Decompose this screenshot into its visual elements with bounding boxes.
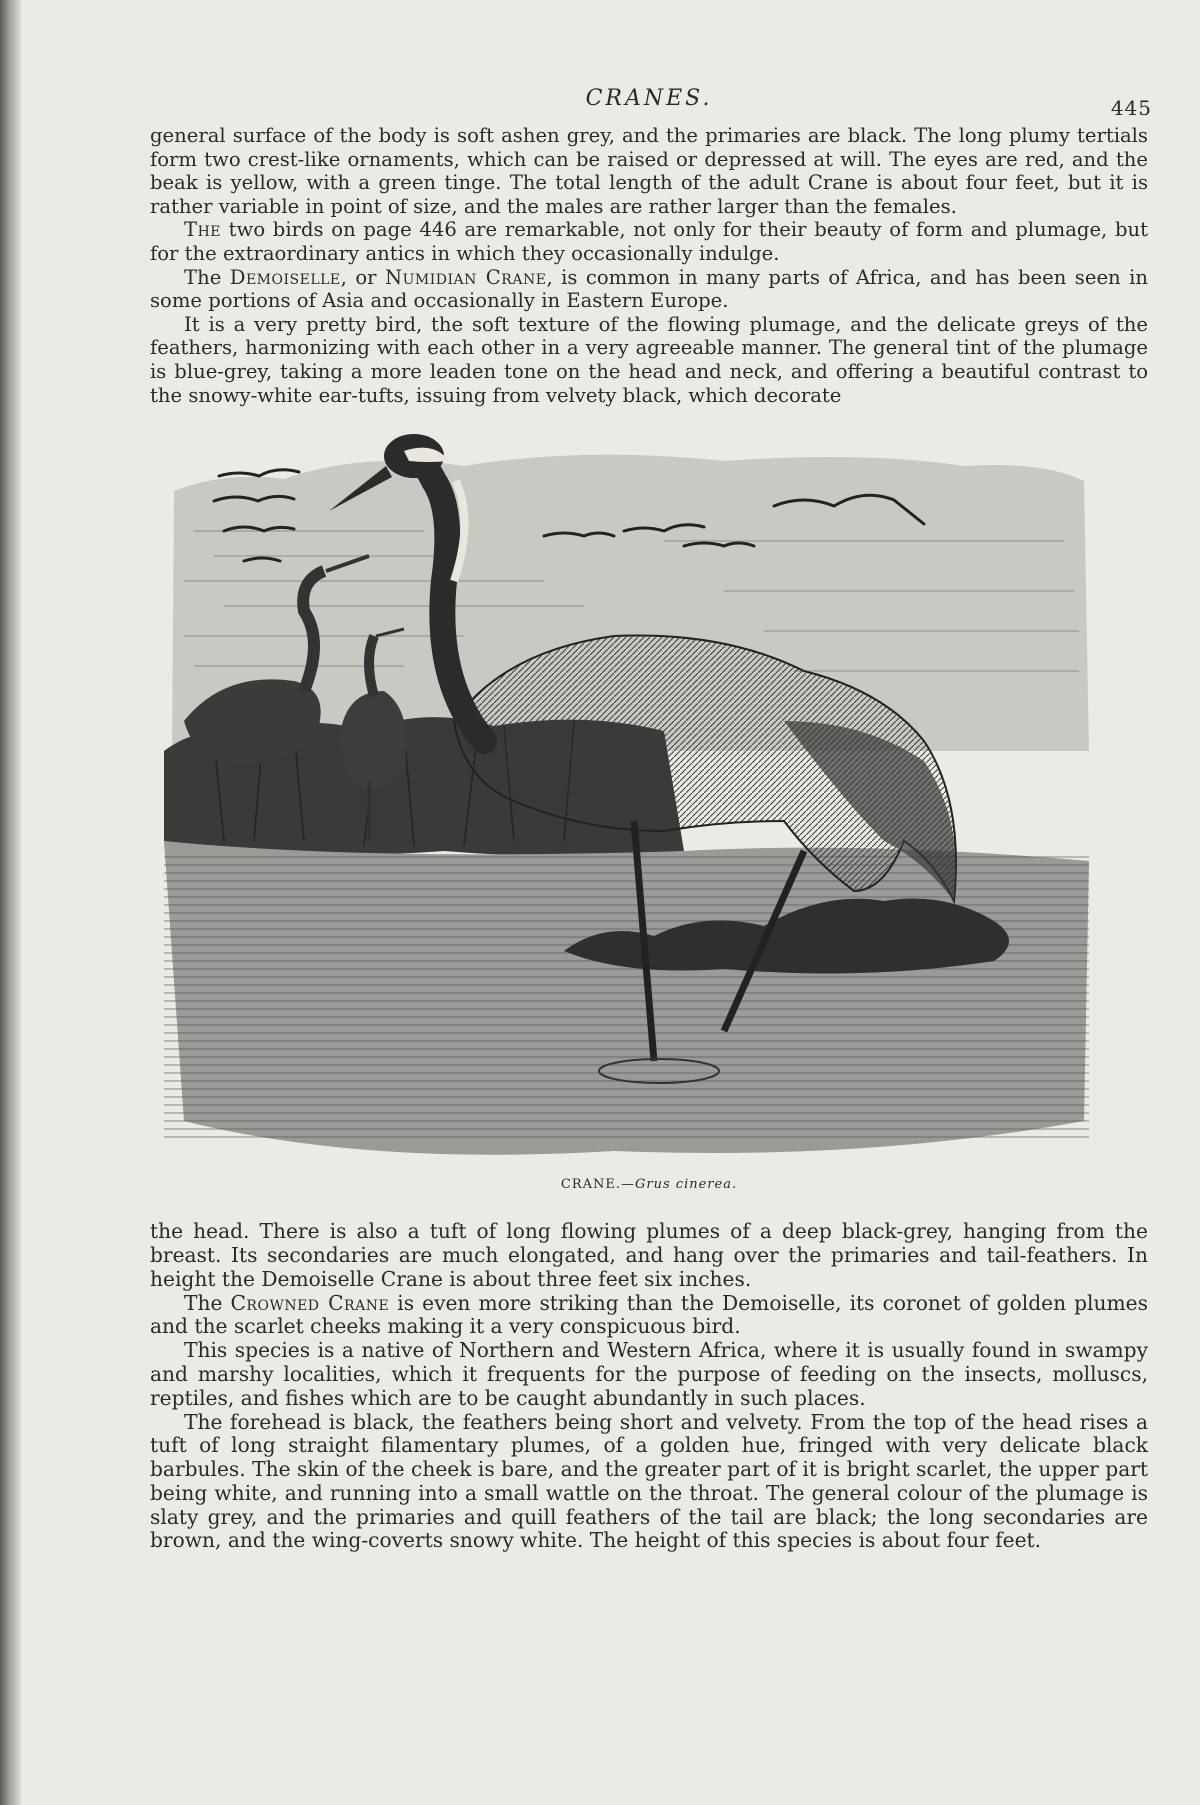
crowned-crane-name: Crowned Crane (230, 1290, 390, 1315)
paragraph-4: It is a very pretty bird, the soft texture of the flowing plumage, and the delicate greys of the feathers, harmonizing with each other in a very agreeable manner. The general tint of the plumage is blue-grey, taking a more leaden tone on the head and neck, and offering a beautiful contrast to the snowy-white ear-tufts, issuing from velvety black, which decorate (150, 312, 1148, 407)
paragraph-3-part-c: , is common in many parts of Africa, and has been seen in some portions of Asia and occasionally in Eastern Europe. (150, 265, 1149, 313)
numidian-crane-name: Numidian Crane (384, 265, 547, 289)
paragraph-1: general surface of the body is soft ashen grey, and the primaries are black. The long plumy tertials form two crest-like ornaments, which can be raised or depressed at will. The eyes are red, and the beak is yellow, with a green tinge. The total length of the adult Crane is about four feet, but it is rather variable in point of size, and the males are rather larger than the females. (150, 124, 1148, 218)
running-title: CRANES. (585, 86, 713, 111)
paragraph-6 (150, 1292, 1148, 1340)
demoiselle-name: Demoiselle (229, 265, 341, 289)
book-page (150, 80, 1152, 1553)
paragraph-3-part-b: , or (340, 265, 385, 289)
page-binding-edge (0, 0, 22, 1805)
upper-text (150, 124, 1148, 407)
paragraph-3 (150, 266, 1148, 313)
paragraph-6-part-b: is even more striking than the Demoiselle, its coronet of golden plumes and the scarlet cheeks making it a very conspicuous bird. (150, 1290, 1148, 1339)
paragraph-7: This species is a native of Northern and Western Africa, where it is usually found in swampy and marshy localities, which it frequents for the purpose of feeding on the insects, molluscs, reptiles, and fishes which are to be caught abundantly in such places. (150, 1338, 1148, 1410)
paragraph-3-part-a: The (184, 265, 230, 289)
page-number: 445 (1110, 96, 1152, 120)
crane-engraving-svg (164, 421, 1094, 1181)
paragraph-8: The forehead is black, the feathers being short and velvety. From the top of the head rises a tuft of long straight filamentary plumes, of a golden hue, fringed with very delicate black barbules. The skin of the cheek is bare, and the greater part of it is bright scarlet, the upper part being white, and running into a small wattle on the throat. The general colour of the plumage is slaty grey, and the primaries and quill feathers of the tail are black; the long secondaries are brown, and the wing-coverts snowy white. The height of this species is about four feet. (150, 1409, 1148, 1553)
paragraph-2-body: two birds on page 446 are remarkable, not only for their beauty of form and plumage, but for the extraordinary antics in which they occasionally indulge. (150, 218, 1148, 265)
running-head (150, 80, 1152, 124)
paragraph-6-part-a: The (184, 1290, 231, 1315)
lower-text (150, 1220, 1148, 1553)
paragraph-2-lead: The (184, 218, 221, 242)
caption-latin: Grus cinerea. (635, 1177, 738, 1193)
crane-engraving (164, 421, 1094, 1181)
paragraph-2 (150, 218, 1148, 265)
caption-main: CRANE.— (560, 1177, 636, 1193)
paragraph-5: the head. There is also a tuft of long flowing plumes of a deep black-grey, hanging from the breast. Its secondaries are much elongated, and hang over the primaries and tail-feathers. In height the Demoiselle Crane is about three feet six inches. (150, 1219, 1148, 1291)
